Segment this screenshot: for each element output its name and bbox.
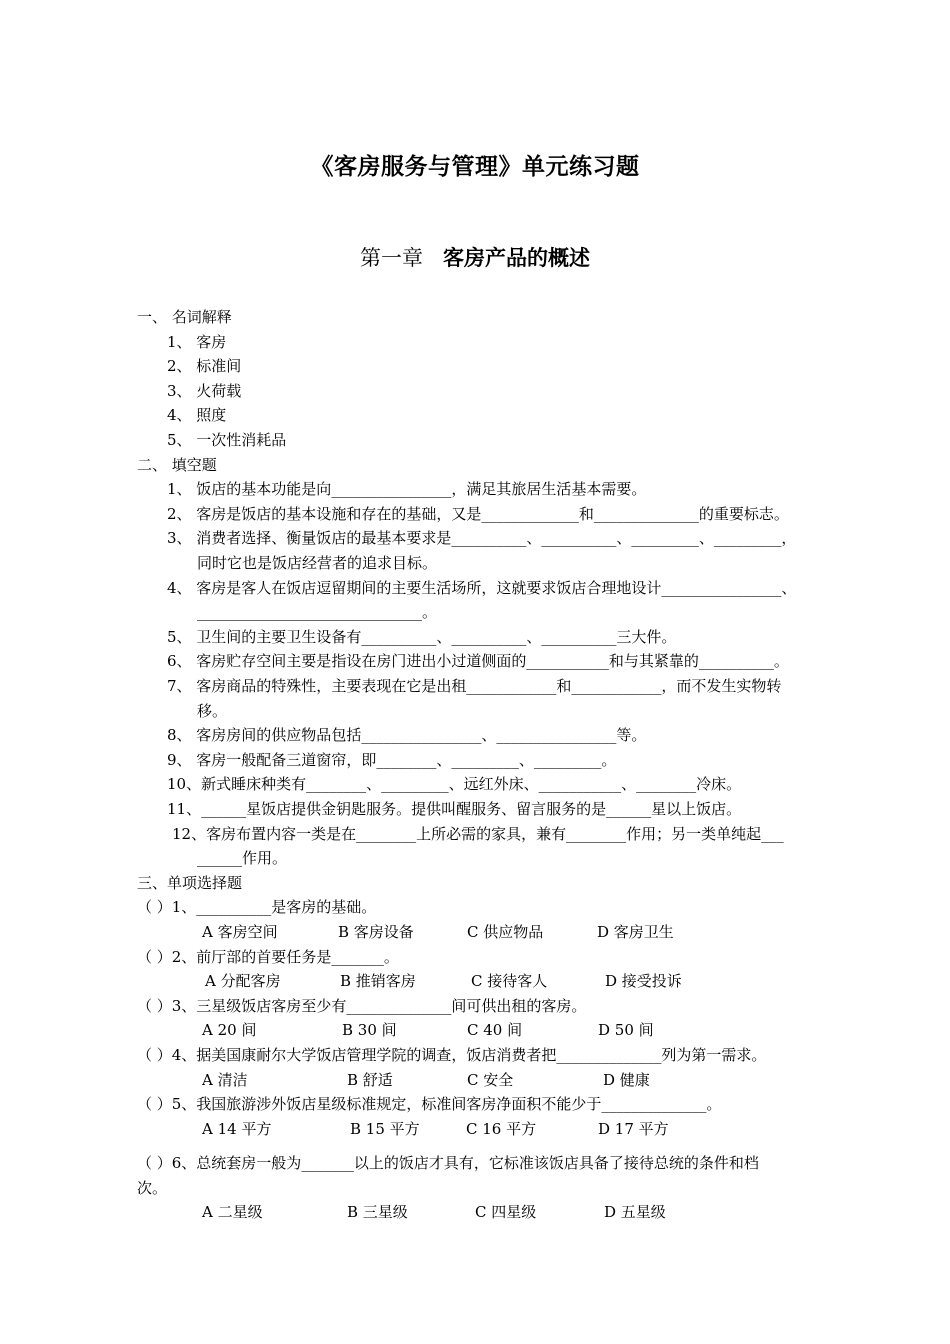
fill-question: 5、 卫生间的主要卫生设备有__________、__________、__________三大件。 xyxy=(167,627,677,646)
choice-options xyxy=(202,1200,666,1225)
section-heading-choice: 三、单项选择题 xyxy=(137,873,243,892)
fill-question: 3、 消费者选择、衡量饭店的最基本要求是__________、__________、_________、_________， xyxy=(167,529,797,548)
option-c: C 安全 xyxy=(467,1070,514,1089)
option-b: B 舒适 xyxy=(347,1070,393,1089)
fill-question: 9、 客房一般配备三道窗帘，即________、_________、_________。 xyxy=(167,750,617,769)
fill-question-continued: ______________________________。 xyxy=(197,603,438,622)
fill-question-continued: 同时它也是饭店经营者的追求目标。 xyxy=(197,554,438,572)
chapter-name: 客房产品的概述 xyxy=(443,246,590,270)
chapter-heading xyxy=(0,242,950,272)
choice-question: （ ）2、前厅部的首要任务是_______。 xyxy=(137,947,399,966)
option-c: C 40 间 xyxy=(467,1021,523,1040)
option-d: D 五星级 xyxy=(604,1203,666,1222)
choice-question-continued: 次。 xyxy=(137,1178,168,1197)
choice-question: （ ）6、总统套房一般为_______以上的饭店才具有，它标准该饭店具备了接待总统的条件和档 xyxy=(137,1154,759,1172)
option-c: C 供应物品 xyxy=(467,923,544,941)
fill-question: 2、 客房是饭店的基本设施和存在的基础，又是_____________和______________的重要标志。 xyxy=(167,504,789,523)
option-a: A 分配客房 xyxy=(205,972,281,991)
option-d: D 17 平方 xyxy=(598,1119,669,1138)
option-a: A 20 间 xyxy=(202,1021,257,1040)
choice-question: （ ）5、我国旅游涉外饭店星级标准规定，标准间客房净面积不能少于______________。 xyxy=(137,1095,722,1114)
option-a: A 清洁 xyxy=(202,1070,248,1089)
fill-question: 1、 饭店的基本功能是向________________，满足其旅居生活基本需要。 xyxy=(167,480,647,499)
option-c: C 四星级 xyxy=(475,1203,537,1222)
option-a: A 14 平方 xyxy=(202,1119,272,1138)
fill-question: 4、 客房是客人在饭店逗留期间的主要生活场所，这就要求饭店合理地设计________________、 xyxy=(167,578,797,597)
term-item: 4、 照度 xyxy=(167,406,227,425)
term-item: 3、 火荷载 xyxy=(167,381,242,400)
choice-options xyxy=(202,920,674,945)
choice-options xyxy=(205,969,682,994)
option-b: B 30 间 xyxy=(342,1021,397,1040)
option-b: B 客房设备 xyxy=(338,923,414,941)
fill-question: 11、______星饭店提供金钥匙服务。提供叫醒服务、留言服务的是______星以上饭店。 xyxy=(167,800,742,818)
fill-question: 8、 客房房间的供应物品包括________________、________________等。 xyxy=(167,726,647,745)
choice-question: （ ）4、据美国康耐尔大学饭店管理学院的调查，饭店消费者把______________列为第一需求。 xyxy=(137,1046,767,1064)
term-item: 2、 标准间 xyxy=(167,357,242,376)
option-b: B 三星级 xyxy=(347,1203,408,1222)
option-a: A 二星级 xyxy=(202,1203,263,1222)
fill-question: 12、客房布置内容一类是在________上所必需的家具，兼有________作用；另一类单纯起___ xyxy=(172,824,784,843)
choice-options xyxy=(202,1068,650,1093)
option-d: D 50 间 xyxy=(598,1021,654,1040)
option-d: D 客房卫生 xyxy=(597,923,674,941)
document-title: 《客房服务与管理》单元练习题 xyxy=(310,154,640,180)
section-heading-fill: 二、 填空题 xyxy=(137,455,217,474)
option-b: B 推销客房 xyxy=(340,972,416,991)
choice-question: （ ）1、__________是客房的基础。 xyxy=(137,898,377,917)
choice-options xyxy=(202,1018,654,1043)
option-c: C 16 平方 xyxy=(466,1119,537,1138)
choice-options xyxy=(202,1117,669,1142)
option-c: C 接待客人 xyxy=(471,972,548,991)
term-item: 1、 客房 xyxy=(167,332,227,351)
fill-question-continued: 移。 xyxy=(197,701,228,720)
choice-question: （ ）3、三星级饭店客房至少有______________间可供出租的客房。 xyxy=(137,996,587,1015)
term-item: 5、 一次性消耗品 xyxy=(167,431,287,449)
option-a: A 客房空间 xyxy=(202,923,278,941)
option-b: B 15 平方 xyxy=(350,1119,420,1138)
option-d: D 接受投诉 xyxy=(605,972,682,991)
section-heading-terms: 一、 名词解释 xyxy=(137,308,232,326)
fill-question: 7、 客房商品的特殊性，主要表现在它是出租____________和____________，而不发生实物转 xyxy=(167,677,782,695)
fill-question: 6、 客房贮存空间主要是指设在房门进出小过道侧面的___________和与其紧靠的__________。 xyxy=(167,652,789,671)
option-d: D 健康 xyxy=(603,1070,650,1089)
fill-question-continued: ______作用。 xyxy=(197,849,288,868)
fill-question: 10、新式睡床种类有________、_________、远红外床、___________、________冷床。 xyxy=(167,775,742,794)
chapter-label: 第一章 xyxy=(360,246,423,270)
